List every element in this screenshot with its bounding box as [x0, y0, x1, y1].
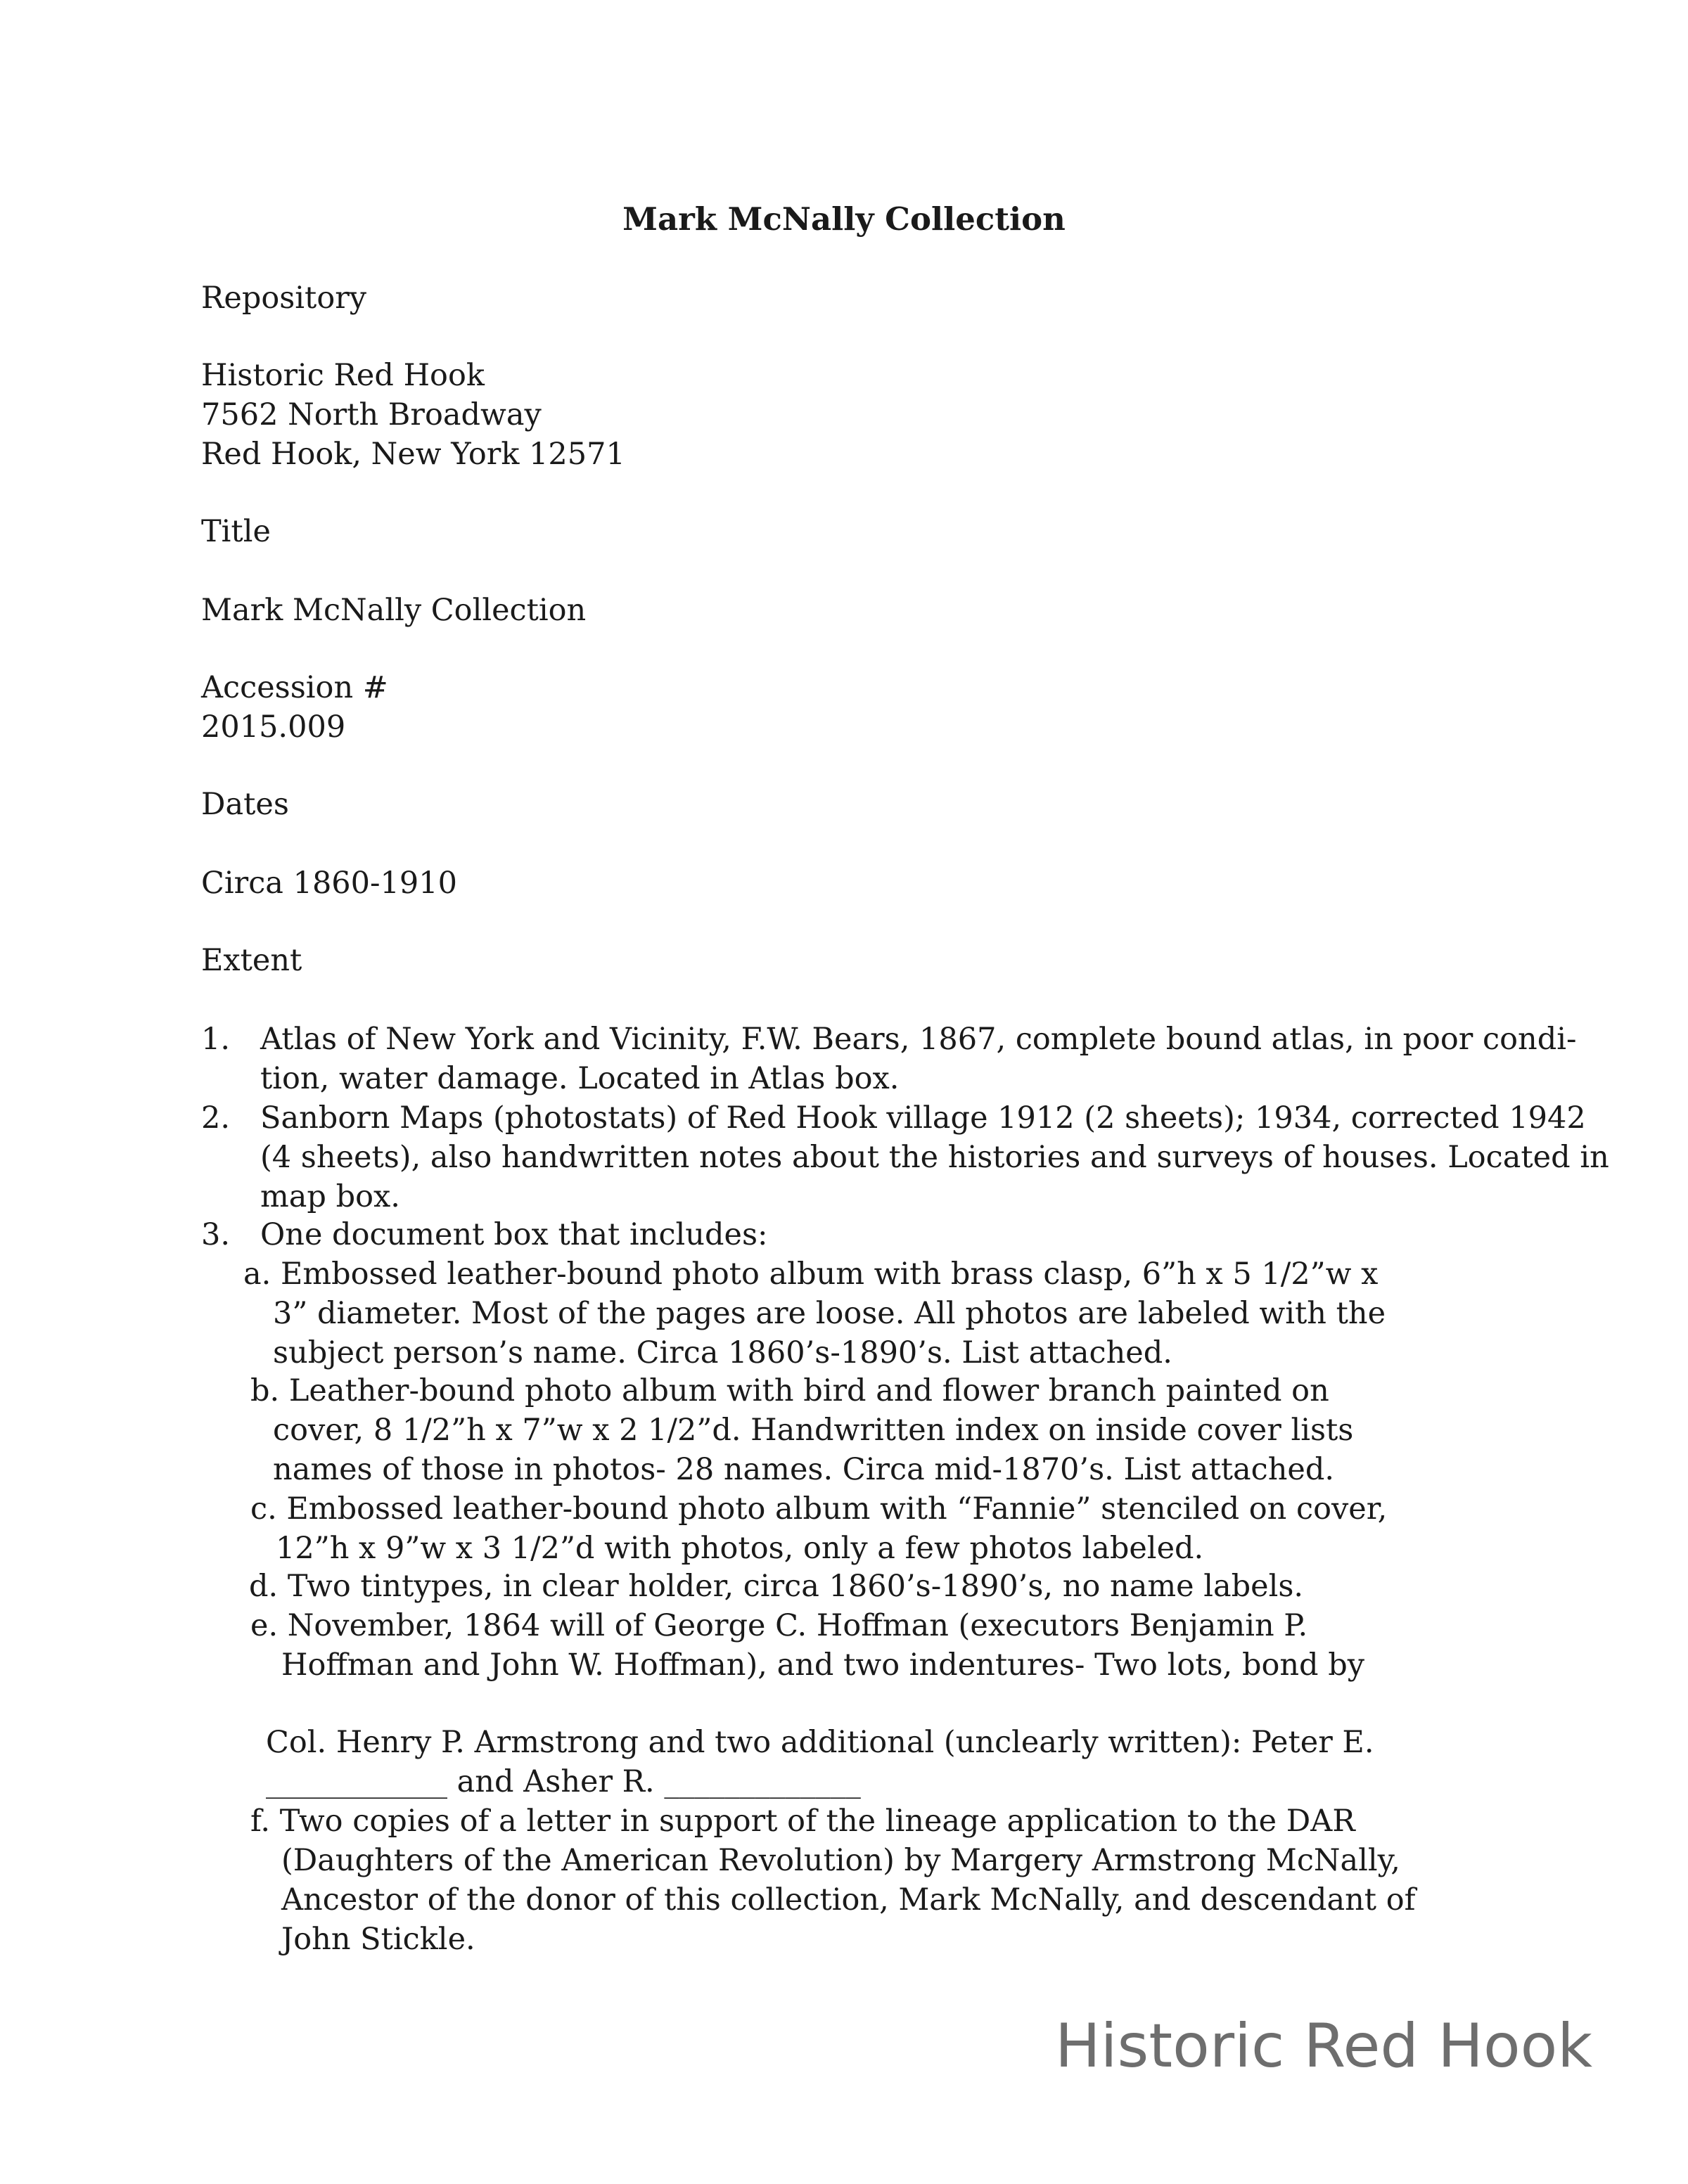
subitem-line: subject person’s name. Circa 1860’s-1890’s. List attached. — [273, 1335, 1172, 1370]
subitem-line: Col. Henry P. Armstrong and two additional (unclearly written): Peter E. — [266, 1725, 1374, 1760]
accession-value: 2015.009 — [201, 709, 346, 745]
subitem-line: (Daughters of the American Revolution) by Margery Armstrong McNally, — [281, 1843, 1400, 1878]
title-value: Mark McNally Collection — [201, 593, 587, 628]
item-line: Sanborn Maps (photostats) of Red Hook village 1912 (2 sheets); 1934, corrected 1942 — [260, 1100, 1586, 1136]
item-number: 1. — [201, 1022, 231, 1057]
subitem-line: names of those in photos- 28 names. Circa mid-1870’s. List attached. — [273, 1452, 1335, 1487]
subitem-line: b. Leather-bound photo album with bird and flower branch painted on — [250, 1373, 1329, 1408]
subitem-line: f. Two copies of a letter in support of the lineage application to the DAR — [250, 1804, 1355, 1839]
subitem-line: cover, 8 1/2”h x 7”w x 2 1/2”d. Handwritten index on inside cover lists — [273, 1413, 1354, 1448]
subitem-line: a. Embossed leather-bound photo album with brass clasp, 6”h x 5 1/2”w x — [243, 1257, 1379, 1292]
item-line: map box. — [260, 1179, 400, 1214]
title-label: Title — [201, 514, 271, 549]
dates-label: Dates — [201, 787, 289, 822]
dates-value: Circa 1860-1910 — [201, 866, 457, 901]
repository-line: Historic Red Hook — [201, 358, 485, 393]
item-line: One document box that includes: — [260, 1217, 768, 1252]
subitem-line: 3” diameter. Most of the pages are loose. All photos are labeled with the — [273, 1296, 1386, 1331]
accession-label: Accession # — [201, 670, 388, 705]
subitem-line: Ancestor of the donor of this collection, Mark McNally, and descendant of — [281, 1882, 1416, 1918]
repository-label: Repository — [201, 281, 367, 316]
item-line: tion, water damage. Located in Atlas box. — [260, 1061, 900, 1096]
subitem-line: d. Two tintypes, in clear holder, circa 1860’s-1890’s, no name labels. — [249, 1569, 1304, 1604]
subitem-line: 12”h x 9”w x 3 1/2”d with photos, only a few photos labeled. — [276, 1531, 1204, 1566]
repository-line: 7562 North Broadway — [201, 397, 542, 432]
item-number: 3. — [201, 1217, 231, 1252]
subitem-line: e. November, 1864 will of George C. Hoffman (executors Benjamin P. — [250, 1608, 1308, 1643]
extent-label: Extent — [201, 943, 302, 978]
subitem-line: Hoffman and John W. Hoffman), and two indentures- Two lots, bond by — [281, 1647, 1365, 1683]
item-number: 2. — [201, 1100, 231, 1136]
subitem-line: ____________ and Asher R. _____________ — [266, 1764, 861, 1799]
document-title: Mark McNally Collection — [622, 200, 1066, 238]
subitem-line: John Stickle. — [281, 1922, 475, 1957]
repository-line: Red Hook, New York 12571 — [201, 437, 625, 472]
item-line: Atlas of New York and Vicinity, F.W. Bears, 1867, complete bound atlas, in poor condi- — [260, 1022, 1577, 1057]
watermark: Historic Red Hook — [1054, 2011, 1592, 2081]
subitem-line: c. Embossed leather-bound photo album with “Fannie” stenciled on cover, — [250, 1491, 1388, 1527]
item-line: (4 sheets), also handwritten notes about the histories and surveys of houses. Located in — [260, 1140, 1609, 1175]
